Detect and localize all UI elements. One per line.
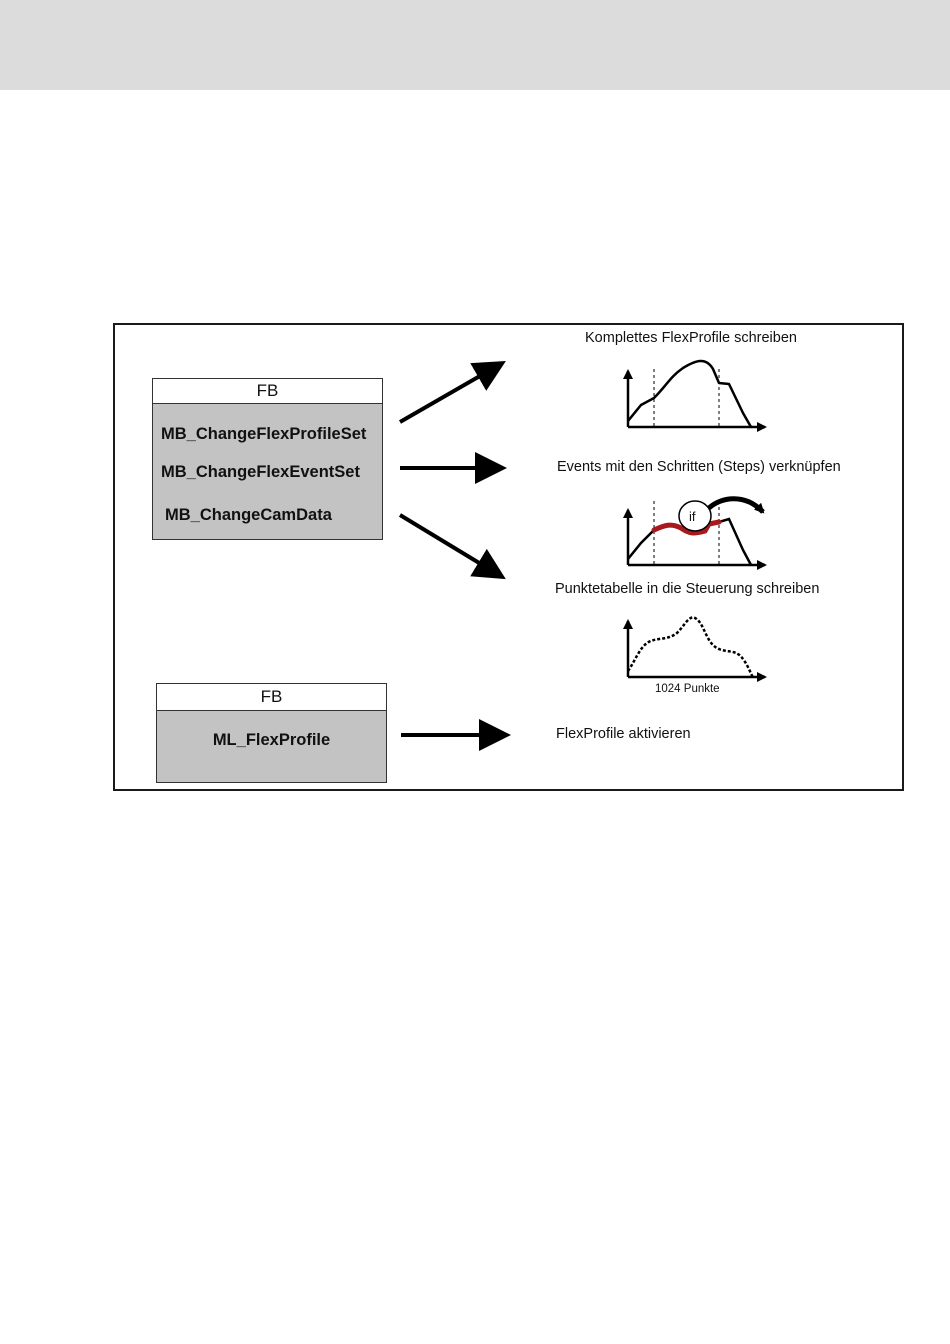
points-count-label: 1024 Punkte	[655, 683, 720, 695]
page-header-bar	[0, 0, 950, 90]
if-condition-label: if	[689, 509, 696, 524]
fb-block-ml-header: FB	[157, 684, 386, 711]
graph-events	[628, 499, 765, 565]
caption-link-events: Events mit den Schritten (Steps) verknüpfen	[557, 459, 841, 475]
jump-arrow	[709, 499, 763, 512]
fb-item-change-flex-event-set: MB_ChangeFlexEventSet	[161, 463, 360, 481]
graph-point-table	[628, 617, 765, 677]
arrow-to-point-table	[400, 515, 499, 575]
fb-item-change-flex-profile-set: MB_ChangeFlexProfileSet	[161, 425, 367, 443]
fb-item-ml-flex-profile: ML_FlexProfile	[212, 731, 331, 749]
flexprofile-diagram	[113, 323, 904, 791]
fb-block-mb-header: FB	[153, 379, 382, 404]
caption-write-complete-profile: Komplettes FlexProfile schreiben	[585, 330, 797, 346]
arrow-to-complete-profile	[400, 365, 499, 422]
graph-complete-profile	[628, 361, 765, 427]
fb-item-change-cam-data: MB_ChangeCamData	[165, 506, 332, 524]
diagram-drawings	[115, 325, 902, 789]
caption-write-point-table: Punktetabelle in die Steuerung schreiben	[555, 581, 820, 597]
caption-activate-profile: FlexProfile aktivieren	[556, 726, 691, 742]
